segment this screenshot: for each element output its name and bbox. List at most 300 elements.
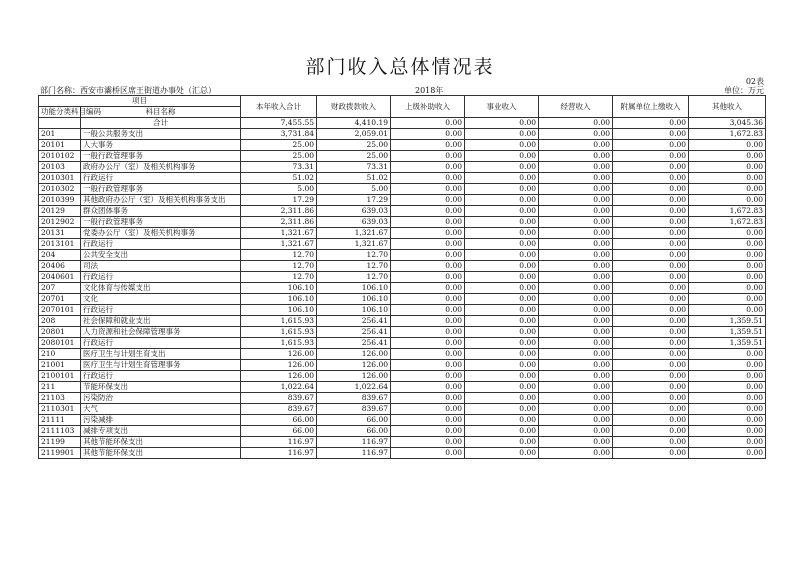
amount-cell: 106.10 bbox=[317, 294, 391, 305]
amount-cell: 1,022.64 bbox=[317, 382, 391, 393]
amount-cell: 0.00 bbox=[539, 404, 613, 415]
amount-cell: 0.00 bbox=[613, 360, 689, 371]
subject-code: 21001 bbox=[39, 360, 81, 371]
amount-cell: 0.00 bbox=[465, 250, 539, 261]
subject-code: 20701 bbox=[39, 294, 81, 305]
amount-cell: 0.00 bbox=[391, 316, 465, 327]
amount-cell: 0.00 bbox=[613, 261, 689, 272]
header-other: 其他收入 bbox=[689, 96, 766, 118]
table-row bbox=[39, 404, 766, 415]
amount-cell: 0.00 bbox=[539, 140, 613, 151]
subject-code: 20801 bbox=[39, 327, 81, 338]
amount-cell: 1,359.51 bbox=[689, 338, 766, 349]
form-number: 02表 bbox=[745, 77, 764, 86]
amount-cell: 66.00 bbox=[317, 426, 391, 437]
table-row bbox=[39, 228, 766, 239]
amount-cell: 0.00 bbox=[613, 283, 689, 294]
amount-cell: 0.00 bbox=[391, 261, 465, 272]
amount-cell: 0.00 bbox=[689, 195, 766, 206]
amount-cell: 0.00 bbox=[613, 228, 689, 239]
subject-code: 2040601 bbox=[39, 272, 81, 283]
amount-cell: 839.67 bbox=[317, 393, 391, 404]
amount-cell: 0.00 bbox=[613, 305, 689, 316]
amount-cell: 0.00 bbox=[613, 239, 689, 250]
subject-code: 208 bbox=[39, 316, 81, 327]
subject-name: 政府办公厅（室）及相关机构事务 bbox=[81, 162, 241, 173]
amount-cell: 0.00 bbox=[689, 151, 766, 162]
amount-cell: 0.00 bbox=[689, 283, 766, 294]
amount-cell: 106.10 bbox=[241, 305, 317, 316]
table-row bbox=[39, 272, 766, 283]
amount-cell: 0.00 bbox=[613, 349, 689, 360]
amount-cell: 0.00 bbox=[391, 349, 465, 360]
amount-cell: 12.70 bbox=[241, 272, 317, 283]
amount-cell: 256.41 bbox=[317, 316, 391, 327]
amount-cell: 116.97 bbox=[317, 437, 391, 448]
amount-cell: 0.00 bbox=[539, 393, 613, 404]
amount-cell: 0.00 bbox=[465, 360, 539, 371]
amount-cell: 0.00 bbox=[613, 404, 689, 415]
amount-cell: 4,410.19 bbox=[317, 118, 391, 129]
header-operating: 经营收入 bbox=[539, 96, 613, 118]
amount-cell: 1,615.93 bbox=[241, 338, 317, 349]
page-title: 部门收入总体情况表 bbox=[305, 56, 495, 78]
amount-cell: 0.00 bbox=[391, 140, 465, 151]
amount-cell: 0.00 bbox=[539, 316, 613, 327]
amount-cell: 106.10 bbox=[241, 283, 317, 294]
amount-cell: 0.00 bbox=[613, 294, 689, 305]
amount-cell: 5.00 bbox=[241, 184, 317, 195]
amount-cell: 0.00 bbox=[689, 448, 766, 459]
subject-name: 一般行政管理事务 bbox=[81, 184, 241, 195]
table-row bbox=[39, 261, 766, 272]
amount-cell: 1,359.51 bbox=[689, 316, 766, 327]
amount-cell: 0.00 bbox=[391, 250, 465, 261]
amount-cell: 0.00 bbox=[539, 415, 613, 426]
amount-cell: 0.00 bbox=[539, 250, 613, 261]
amount-cell: 0.00 bbox=[613, 129, 689, 140]
amount-cell: 106.10 bbox=[317, 305, 391, 316]
table-row bbox=[39, 239, 766, 250]
table-row bbox=[39, 327, 766, 338]
subject-name: 社会保障和就业支出 bbox=[81, 316, 241, 327]
amount-cell: 0.00 bbox=[465, 437, 539, 448]
subject-name: 污染防治 bbox=[81, 393, 241, 404]
amount-cell: 0.00 bbox=[391, 272, 465, 283]
amount-cell: 0.00 bbox=[689, 272, 766, 283]
amount-cell: 256.41 bbox=[317, 327, 391, 338]
amount-cell: 0.00 bbox=[465, 129, 539, 140]
subject-name: 合计 bbox=[81, 118, 241, 129]
amount-cell: 0.00 bbox=[539, 162, 613, 173]
amount-cell: 106.10 bbox=[241, 294, 317, 305]
income-table bbox=[38, 95, 766, 459]
subject-code: 201 bbox=[39, 129, 81, 140]
amount-cell: 0.00 bbox=[465, 272, 539, 283]
amount-cell: 0.00 bbox=[539, 426, 613, 437]
amount-cell: 0.00 bbox=[539, 338, 613, 349]
amount-cell: 0.00 bbox=[391, 151, 465, 162]
amount-cell: 0.00 bbox=[391, 195, 465, 206]
amount-cell: 0.00 bbox=[689, 184, 766, 195]
amount-cell: 0.00 bbox=[689, 173, 766, 184]
header-affiliated: 附属单位上缴收入 bbox=[613, 96, 689, 118]
year-label: 2018年 bbox=[415, 86, 444, 95]
amount-cell: 0.00 bbox=[613, 272, 689, 283]
amount-cell: 0.00 bbox=[689, 239, 766, 250]
amount-cell: 0.00 bbox=[391, 371, 465, 382]
subject-code: 21103 bbox=[39, 393, 81, 404]
amount-cell: 1,022.64 bbox=[241, 382, 317, 393]
amount-cell: 1,321.67 bbox=[317, 239, 391, 250]
table-row bbox=[39, 426, 766, 437]
meta-row bbox=[40, 85, 764, 95]
amount-cell: 17.29 bbox=[241, 195, 317, 206]
amount-cell: 0.00 bbox=[391, 239, 465, 250]
subject-name: 一般行政管理事务 bbox=[81, 151, 241, 162]
header-total: 本年收入合计 bbox=[241, 96, 317, 118]
amount-cell: 0.00 bbox=[613, 327, 689, 338]
amount-cell: 0.00 bbox=[539, 129, 613, 140]
amount-cell: 25.00 bbox=[241, 140, 317, 151]
amount-cell: 0.00 bbox=[613, 415, 689, 426]
amount-cell: 0.00 bbox=[613, 140, 689, 151]
subject-name: 党委办公厅（室）及相关机构事务 bbox=[81, 228, 241, 239]
amount-cell: 0.00 bbox=[539, 305, 613, 316]
subject-code: 210 bbox=[39, 349, 81, 360]
amount-cell: 2,311.86 bbox=[241, 206, 317, 217]
amount-cell: 0.00 bbox=[613, 338, 689, 349]
amount-cell: 0.00 bbox=[539, 448, 613, 459]
amount-cell: 0.00 bbox=[613, 371, 689, 382]
amount-cell: 0.00 bbox=[465, 371, 539, 382]
amount-cell: 0.00 bbox=[391, 382, 465, 393]
amount-cell: 0.00 bbox=[613, 118, 689, 129]
amount-cell: 0.00 bbox=[689, 382, 766, 393]
subject-code: 207 bbox=[39, 283, 81, 294]
subject-name: 文化体育与传媒支出 bbox=[81, 283, 241, 294]
amount-cell: 0.00 bbox=[689, 140, 766, 151]
amount-cell: 0.00 bbox=[465, 316, 539, 327]
amount-cell: 0.00 bbox=[689, 404, 766, 415]
subject-name: 行政运行 bbox=[81, 239, 241, 250]
amount-cell: 1,615.93 bbox=[241, 327, 317, 338]
table-row bbox=[39, 382, 766, 393]
amount-cell: 0.00 bbox=[539, 206, 613, 217]
amount-cell: 0.00 bbox=[465, 173, 539, 184]
table-body bbox=[39, 118, 766, 459]
table-row bbox=[39, 360, 766, 371]
unit-label: 单位：万元 bbox=[724, 86, 764, 95]
subject-code: 2110301 bbox=[39, 404, 81, 415]
amount-cell: 0.00 bbox=[391, 228, 465, 239]
amount-cell: 12.70 bbox=[317, 272, 391, 283]
amount-cell: 0.00 bbox=[539, 195, 613, 206]
amount-cell: 0.00 bbox=[391, 338, 465, 349]
amount-cell: 1,672.83 bbox=[689, 217, 766, 228]
amount-cell: 25.00 bbox=[317, 151, 391, 162]
amount-cell: 0.00 bbox=[465, 140, 539, 151]
amount-cell: 0.00 bbox=[391, 294, 465, 305]
amount-cell: 1,672.83 bbox=[689, 206, 766, 217]
amount-cell: 126.00 bbox=[241, 360, 317, 371]
amount-cell: 66.00 bbox=[241, 415, 317, 426]
table-row bbox=[39, 393, 766, 404]
table-row bbox=[39, 140, 766, 151]
amount-cell: 0.00 bbox=[465, 283, 539, 294]
amount-cell: 0.00 bbox=[613, 184, 689, 195]
amount-cell: 0.00 bbox=[539, 173, 613, 184]
table-row bbox=[39, 294, 766, 305]
amount-cell: 0.00 bbox=[689, 294, 766, 305]
table-row bbox=[39, 305, 766, 316]
amount-cell: 0.00 bbox=[465, 184, 539, 195]
amount-cell: 0.00 bbox=[465, 162, 539, 173]
amount-cell: 0.00 bbox=[539, 272, 613, 283]
subject-name: 人大事务 bbox=[81, 140, 241, 151]
amount-cell: 126.00 bbox=[241, 349, 317, 360]
amount-cell: 0.00 bbox=[689, 162, 766, 173]
table-row bbox=[39, 283, 766, 294]
subject-name: 节能环保支出 bbox=[81, 382, 241, 393]
amount-cell: 0.00 bbox=[465, 206, 539, 217]
amount-cell: 0.00 bbox=[391, 404, 465, 415]
subject-code: 2111103 bbox=[39, 426, 81, 437]
amount-cell: 2,311.86 bbox=[241, 217, 317, 228]
header-superior: 上级补助收入 bbox=[391, 96, 465, 118]
table-row bbox=[39, 173, 766, 184]
amount-cell: 0.00 bbox=[465, 195, 539, 206]
subject-name: 减排专项支出 bbox=[81, 426, 241, 437]
subject-name: 行政运行 bbox=[81, 305, 241, 316]
subject-name: 群众团体事务 bbox=[81, 206, 241, 217]
subject-code: 20103 bbox=[39, 162, 81, 173]
subject-name: 行政运行 bbox=[81, 173, 241, 184]
amount-cell: 116.97 bbox=[317, 448, 391, 459]
amount-cell: 0.00 bbox=[689, 349, 766, 360]
amount-cell: 0.00 bbox=[613, 316, 689, 327]
amount-cell: 0.00 bbox=[613, 250, 689, 261]
amount-cell: 0.00 bbox=[465, 393, 539, 404]
subject-code bbox=[39, 118, 81, 129]
subject-code: 2010102 bbox=[39, 151, 81, 162]
org-name: 部门名称：西安市灞桥区席王街道办事处（汇总） bbox=[40, 86, 216, 95]
table-row bbox=[39, 129, 766, 140]
amount-cell: 0.00 bbox=[391, 162, 465, 173]
amount-cell: 0.00 bbox=[465, 118, 539, 129]
amount-cell: 0.00 bbox=[539, 437, 613, 448]
amount-cell: 0.00 bbox=[689, 393, 766, 404]
subject-code: 2070101 bbox=[39, 305, 81, 316]
subject-code: 204 bbox=[39, 250, 81, 261]
table-row bbox=[39, 195, 766, 206]
table-row bbox=[39, 371, 766, 382]
subject-code: 20131 bbox=[39, 228, 81, 239]
amount-cell: 25.00 bbox=[241, 151, 317, 162]
subject-code: 21111 bbox=[39, 415, 81, 426]
amount-cell: 126.00 bbox=[317, 371, 391, 382]
table-row bbox=[39, 316, 766, 327]
amount-cell: 0.00 bbox=[465, 448, 539, 459]
amount-cell: 0.00 bbox=[539, 349, 613, 360]
table-row bbox=[39, 338, 766, 349]
amount-cell: 0.00 bbox=[689, 437, 766, 448]
amount-cell: 25.00 bbox=[317, 140, 391, 151]
amount-cell: 1,321.67 bbox=[241, 239, 317, 250]
amount-cell: 0.00 bbox=[391, 437, 465, 448]
amount-cell: 12.70 bbox=[317, 250, 391, 261]
amount-cell: 12.70 bbox=[317, 261, 391, 272]
subject-name: 司法 bbox=[81, 261, 241, 272]
amount-cell: 0.00 bbox=[613, 217, 689, 228]
amount-cell: 0.00 bbox=[539, 261, 613, 272]
amount-cell: 0.00 bbox=[465, 415, 539, 426]
amount-cell: 639.03 bbox=[317, 217, 391, 228]
amount-cell: 0.00 bbox=[539, 217, 613, 228]
amount-cell: 0.00 bbox=[539, 382, 613, 393]
amount-cell: 73.31 bbox=[317, 162, 391, 173]
amount-cell: 66.00 bbox=[241, 426, 317, 437]
amount-cell: 12.70 bbox=[241, 261, 317, 272]
amount-cell: 5.00 bbox=[317, 184, 391, 195]
amount-cell: 73.31 bbox=[241, 162, 317, 173]
subject-name: 医疗卫生与计划生育管理事务 bbox=[81, 360, 241, 371]
amount-cell: 0.00 bbox=[465, 404, 539, 415]
amount-cell: 0.00 bbox=[613, 426, 689, 437]
amount-cell: 0.00 bbox=[539, 360, 613, 371]
amount-cell: 0.00 bbox=[613, 382, 689, 393]
amount-cell: 0.00 bbox=[689, 261, 766, 272]
amount-cell: 106.10 bbox=[317, 283, 391, 294]
subject-name: 文化 bbox=[81, 294, 241, 305]
amount-cell: 1,321.67 bbox=[317, 228, 391, 239]
amount-cell: 0.00 bbox=[539, 294, 613, 305]
header-code: 功能分类科目编码 bbox=[39, 107, 81, 118]
table-row bbox=[39, 162, 766, 173]
amount-cell: 0.00 bbox=[465, 327, 539, 338]
subject-name: 医疗卫生与计划生育支出 bbox=[81, 349, 241, 360]
amount-cell: 1,359.51 bbox=[689, 327, 766, 338]
subject-name: 人力资源和社会保障管理事务 bbox=[81, 327, 241, 338]
amount-cell: 2,059.01 bbox=[317, 129, 391, 140]
amount-cell: 0.00 bbox=[539, 118, 613, 129]
amount-cell: 639.03 bbox=[317, 206, 391, 217]
table-row bbox=[39, 250, 766, 261]
amount-cell: 0.00 bbox=[539, 327, 613, 338]
amount-cell: 17.29 bbox=[317, 195, 391, 206]
amount-cell: 0.00 bbox=[613, 393, 689, 404]
amount-cell: 839.67 bbox=[241, 404, 317, 415]
amount-cell: 0.00 bbox=[689, 371, 766, 382]
table-row bbox=[39, 437, 766, 448]
subject-code: 211 bbox=[39, 382, 81, 393]
table-row bbox=[39, 217, 766, 228]
table-row bbox=[39, 349, 766, 360]
amount-cell: 116.97 bbox=[241, 437, 317, 448]
subject-code: 2012902 bbox=[39, 217, 81, 228]
amount-cell: 3,731.84 bbox=[241, 129, 317, 140]
subject-code: 2010302 bbox=[39, 184, 81, 195]
table-row bbox=[39, 206, 766, 217]
subject-code: 20101 bbox=[39, 140, 81, 151]
subject-code: 2010301 bbox=[39, 173, 81, 184]
amount-cell: 0.00 bbox=[689, 250, 766, 261]
amount-cell: 0.00 bbox=[391, 217, 465, 228]
subject-name: 行政运行 bbox=[81, 272, 241, 283]
amount-cell: 0.00 bbox=[465, 261, 539, 272]
total-row bbox=[39, 118, 766, 129]
amount-cell: 0.00 bbox=[391, 393, 465, 404]
amount-cell: 0.00 bbox=[689, 426, 766, 437]
subject-code: 2119901 bbox=[39, 448, 81, 459]
amount-cell: 126.00 bbox=[317, 349, 391, 360]
amount-cell: 0.00 bbox=[539, 239, 613, 250]
amount-cell: 51.02 bbox=[241, 173, 317, 184]
table-row bbox=[39, 415, 766, 426]
amount-cell: 0.00 bbox=[539, 228, 613, 239]
amount-cell: 0.00 bbox=[613, 162, 689, 173]
subject-code: 20129 bbox=[39, 206, 81, 217]
amount-cell: 0.00 bbox=[391, 184, 465, 195]
header-name: 科目名称 bbox=[81, 107, 241, 118]
subject-code: 21199 bbox=[39, 437, 81, 448]
subject-name: 一般公共服务支出 bbox=[81, 129, 241, 140]
amount-cell: 0.00 bbox=[465, 228, 539, 239]
amount-cell: 66.00 bbox=[317, 415, 391, 426]
header-project-group: 项目 bbox=[39, 96, 241, 107]
amount-cell: 0.00 bbox=[613, 448, 689, 459]
amount-cell: 0.00 bbox=[391, 360, 465, 371]
amount-cell: 0.00 bbox=[391, 206, 465, 217]
amount-cell: 126.00 bbox=[241, 371, 317, 382]
amount-cell: 0.00 bbox=[539, 151, 613, 162]
amount-cell: 0.00 bbox=[613, 173, 689, 184]
amount-cell: 0.00 bbox=[613, 151, 689, 162]
amount-cell: 0.00 bbox=[465, 294, 539, 305]
amount-cell: 0.00 bbox=[539, 184, 613, 195]
subject-name: 一般行政管理事务 bbox=[81, 217, 241, 228]
amount-cell: 0.00 bbox=[689, 415, 766, 426]
amount-cell: 0.00 bbox=[465, 338, 539, 349]
amount-cell: 0.00 bbox=[391, 305, 465, 316]
subject-name: 污染减排 bbox=[81, 415, 241, 426]
subject-name: 行政运行 bbox=[81, 338, 241, 349]
amount-cell: 12.70 bbox=[241, 250, 317, 261]
amount-cell: 51.02 bbox=[317, 173, 391, 184]
amount-cell: 0.00 bbox=[465, 239, 539, 250]
subject-name: 其他政府办公厅（室）及相关机构事务支出 bbox=[81, 195, 241, 206]
amount-cell: 839.67 bbox=[241, 393, 317, 404]
amount-cell: 0.00 bbox=[539, 371, 613, 382]
table-row bbox=[39, 448, 766, 459]
subject-code: 2080101 bbox=[39, 338, 81, 349]
amount-cell: 0.00 bbox=[391, 415, 465, 426]
subject-name: 大气 bbox=[81, 404, 241, 415]
amount-cell: 1,321.67 bbox=[241, 228, 317, 239]
subject-name: 行政运行 bbox=[81, 371, 241, 382]
amount-cell: 0.00 bbox=[613, 195, 689, 206]
amount-cell: 126.00 bbox=[317, 360, 391, 371]
amount-cell: 0.00 bbox=[465, 426, 539, 437]
amount-cell: 7,455.55 bbox=[241, 118, 317, 129]
header-business: 事业收入 bbox=[465, 96, 539, 118]
subject-code: 2100101 bbox=[39, 371, 81, 382]
subject-code: 20406 bbox=[39, 261, 81, 272]
amount-cell: 0.00 bbox=[391, 173, 465, 184]
amount-cell: 0.00 bbox=[539, 283, 613, 294]
amount-cell: 116.97 bbox=[241, 448, 317, 459]
amount-cell: 0.00 bbox=[465, 217, 539, 228]
